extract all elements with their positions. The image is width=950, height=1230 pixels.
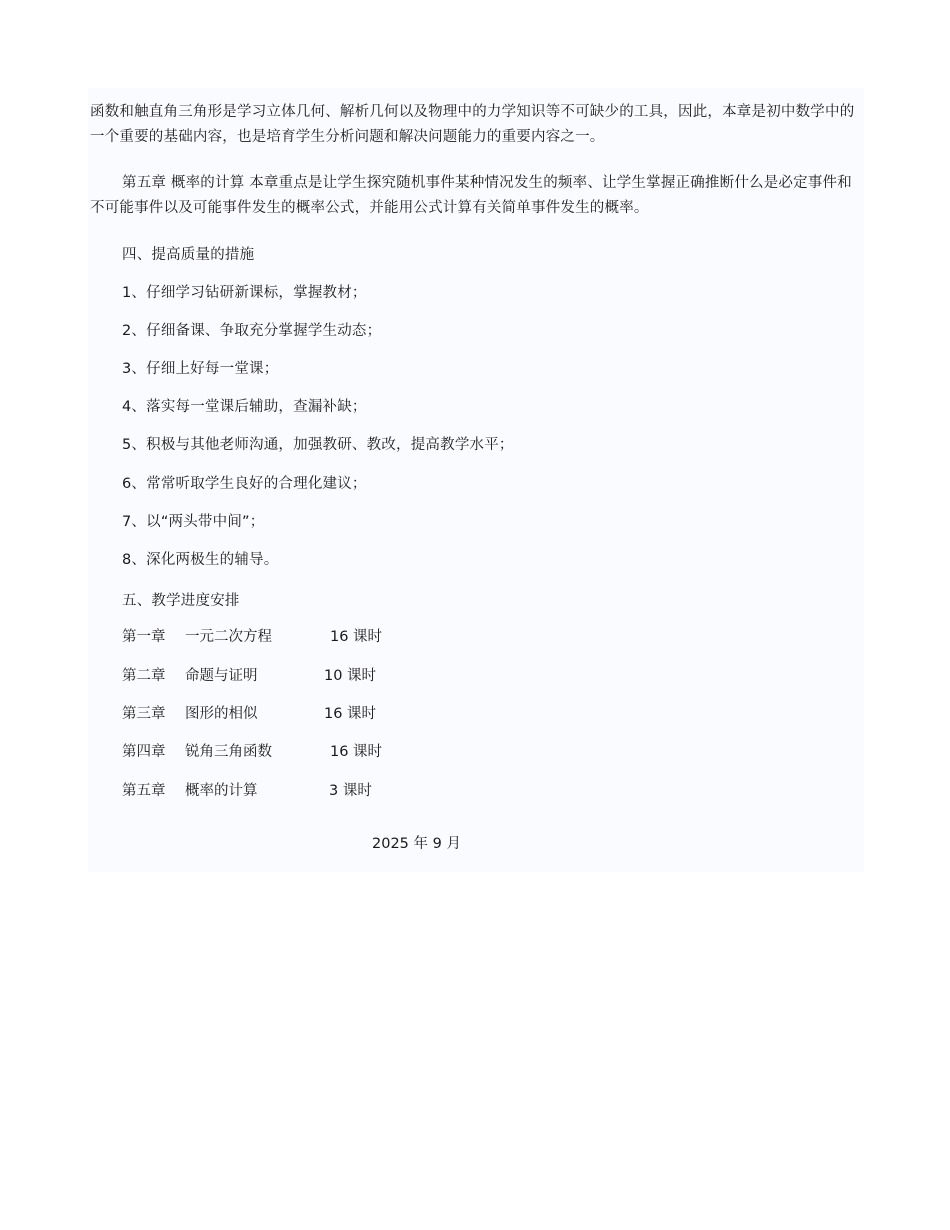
measures-heading: 四、提高质量的措施 — [122, 247, 255, 263]
schedule-chapter: 第五章 — [122, 783, 166, 799]
intro-paragraph: 函数和触直角三角形是学习立体几何、解析几何以及物理中的力学知识等不可缺少的工具，因此，本章是初中数学中的一个重要的基础内容，也是培育学生分析问题和解决问题能力的重要内容之一。 — [90, 104, 855, 145]
schedule-hours: 16 课时 — [324, 706, 377, 722]
measure-item: 7、以“两头带中间”； — [122, 514, 265, 530]
schedule-name: 一元二次方程 — [185, 629, 272, 645]
schedule-chapter: 第二章 — [122, 668, 166, 684]
measure-item: 5、积极与其他老师沟通，加强教研、教改，提高教学水平； — [122, 437, 514, 453]
schedule-hours: 10 课时 — [324, 668, 377, 684]
measure-item: 6、常常听取学生良好的合理化建议； — [122, 476, 367, 492]
measure-item: 3、仔细上好每一堂课； — [122, 361, 279, 377]
schedule-hours: 16 课时 — [330, 629, 383, 645]
schedule-name: 命题与证明 — [185, 668, 258, 684]
schedule-heading: 五、教学进度安排 — [122, 593, 240, 609]
measure-item: 4、落实每一堂课后辅助，查漏补缺； — [122, 399, 367, 415]
schedule-chapter: 第四章 — [122, 744, 166, 760]
schedule-name: 概率的计算 — [185, 783, 258, 799]
schedule-chapter: 第三章 — [122, 706, 166, 722]
schedule-name: 锐角三角函数 — [185, 744, 272, 760]
document-date: 2025 年 9 月 — [372, 835, 461, 852]
schedule-name: 图形的相似 — [185, 706, 258, 722]
schedule-hours: 16 课时 — [330, 744, 383, 760]
schedule-chapter: 第一章 — [122, 629, 166, 645]
measure-item: 8、深化两极生的辅导。 — [122, 552, 279, 568]
measure-item: 1、仔细学习钻研新课标，掌握教材； — [122, 285, 367, 301]
schedule-hours: 3 课时 — [329, 783, 372, 799]
chapter5-paragraph: 第五章 概率的计算 本章重点是让学生探究随机事件某种情况发生的频率、让学生掌握正确推断什么是必定事件和不可能事件以及可能事件发生的概率公式，并能用公式计算有关简单事件发生的概率。 — [90, 175, 852, 216]
measure-item: 2、仔细备课、争取充分掌握学生动态； — [122, 323, 382, 339]
